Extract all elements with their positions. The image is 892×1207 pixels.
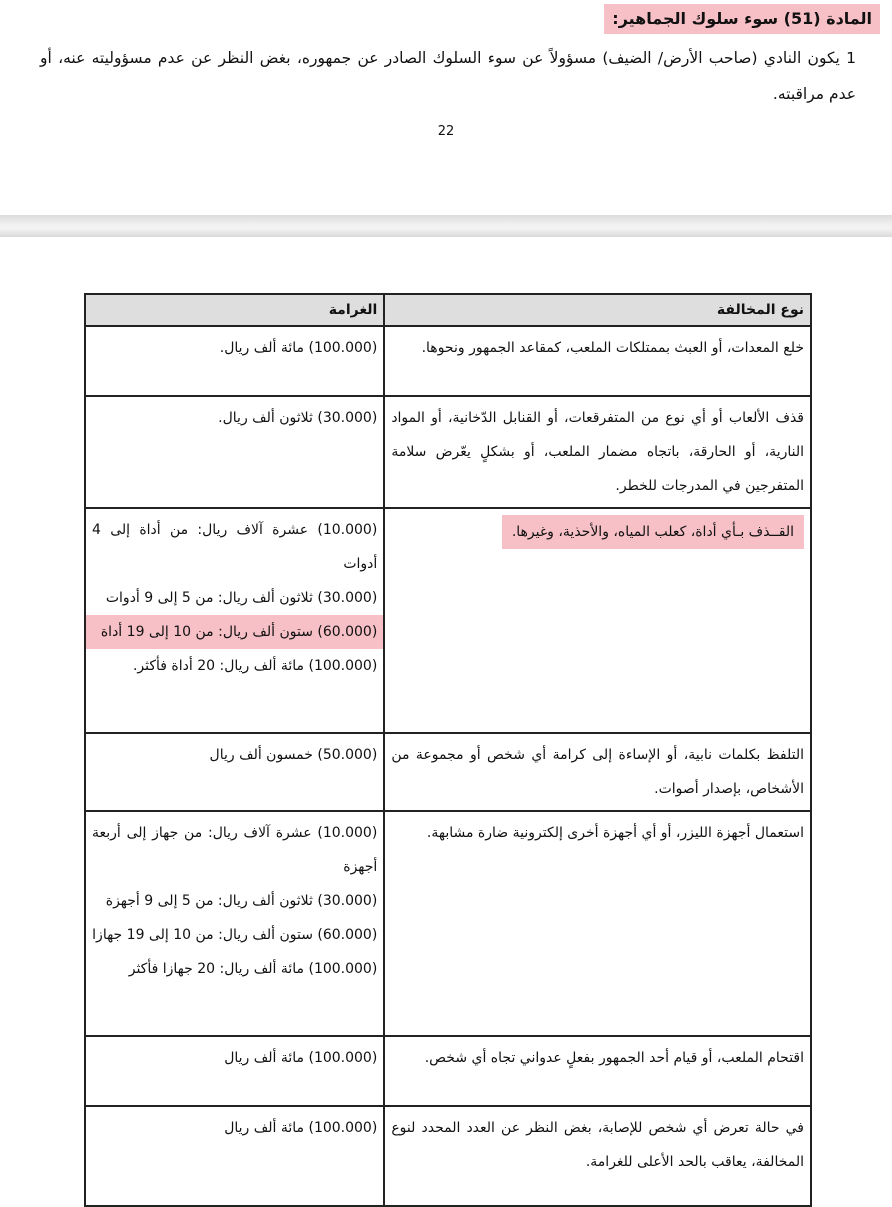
fine-cell [85,733,384,811]
page-separator [0,215,892,237]
fine-line: (50.000) خمسون ألف ريال [209,747,378,763]
violation-cell: استعمال أجهزة الليزر، أو أي أجهزة أخرى إلكترونية ضارة مشابهة. [384,811,811,1036]
fine-line: (30.000) ثلاثون ألف ريال: من 5 إلى 9 أجهزة [105,893,378,909]
table-row [85,1036,811,1106]
highlighted-fine-line: (60.000) ستون ألف ريال: من 10 إلى 19 أداة [86,615,383,649]
fine-line: (100.000) مائة ألف ريال: 20 أداة فأكثر. [132,658,378,674]
fine-cell [85,326,384,396]
table-header-row [85,294,811,326]
violation-cell: التلفظ بكلمات نابية، أو الإساءة إلى كرامة أي شخص أو مجموعة من الأشخاص، بإصدار أصوات. [384,733,811,811]
header-violation: نوع المخالفة [384,294,811,326]
fine-line: (100.000) مائة ألف ريال. [219,340,378,356]
fine-cell [85,811,384,1036]
page-number: 22 [437,124,455,139]
fine-line: (100.000) مائة ألف ريال [224,1120,378,1136]
violation-cell: خلع المعدات، أو العبث بممتلكات الملعب، كمقاعد الجمهور ونحوها. [384,326,811,396]
violation-cell: قذف الألعاب أو أي نوع من المتفرقعات، أو القنابل الدّخانية، أو المواد النارية، أو الحارقة، باتجاه مضمار الملعب، أو بشكلٍ يعّرض سلامة المتفرجين في المدرجات للخطر. [384,396,811,508]
highlighted-violation: القــذف بـأي أداة، كعلب المياه، والأحذية، وغيرها. [502,515,804,549]
article-paragraph: 1 يكون النادي (صاحب الأرض/ الضيف) مسؤولاً عن سوء السلوك الصادر عن جمهوره، بغض النظر عن عدم مسؤوليته عنه، أو عدم مراقبته. [40,49,856,103]
fine-cell [85,1036,384,1106]
violation-cell: في حالة تعرض أي شخص للإصابة، بغض النظر عن العدد المحدد لنوع المخالفة، يعاقب بالحد الأعلى للغرامة. [384,1106,811,1206]
table-row [85,326,811,396]
table-row [85,1106,811,1206]
fines-table [84,293,812,1207]
table-row [85,396,811,508]
fine-cell [85,396,384,508]
table-row [85,508,811,733]
fine-line: (30.000) ثلاثون ألف ريال: من 5 إلى 9 أدوات [105,590,378,606]
table-row [85,811,811,1036]
fine-line: (100.000) مائة ألف ريال [224,1050,378,1066]
fine-line: (60.000) ستون ألف ريال: من 10 إلى 19 جهازا [92,927,378,943]
fine-line: (100.000) مائة ألف ريال: 20 جهازا فأكثر [128,961,378,977]
fine-cell [85,508,384,733]
header-fine: الغرامة [85,294,384,326]
table-row [85,733,811,811]
violation-cell [384,508,811,733]
fine-line: (10.000) عشرة آلاف ريال: من جهاز إلى أربعة أجهزة [92,825,378,875]
fine-line: (30.000) ثلاثون ألف ريال. [218,410,378,426]
article-title: المادة (51) سوء سلوك الجماهير: [604,4,880,34]
fine-line: (10.000) عشرة آلاف ريال: من أداة إلى 4 أدوات [92,522,378,572]
violation-cell: اقتحام الملعب، أو قيام أحد الجمهور بفعلٍ عدواني تجاه أي شخص. [384,1036,811,1106]
previous-page [0,0,892,215]
fine-cell [85,1106,384,1206]
